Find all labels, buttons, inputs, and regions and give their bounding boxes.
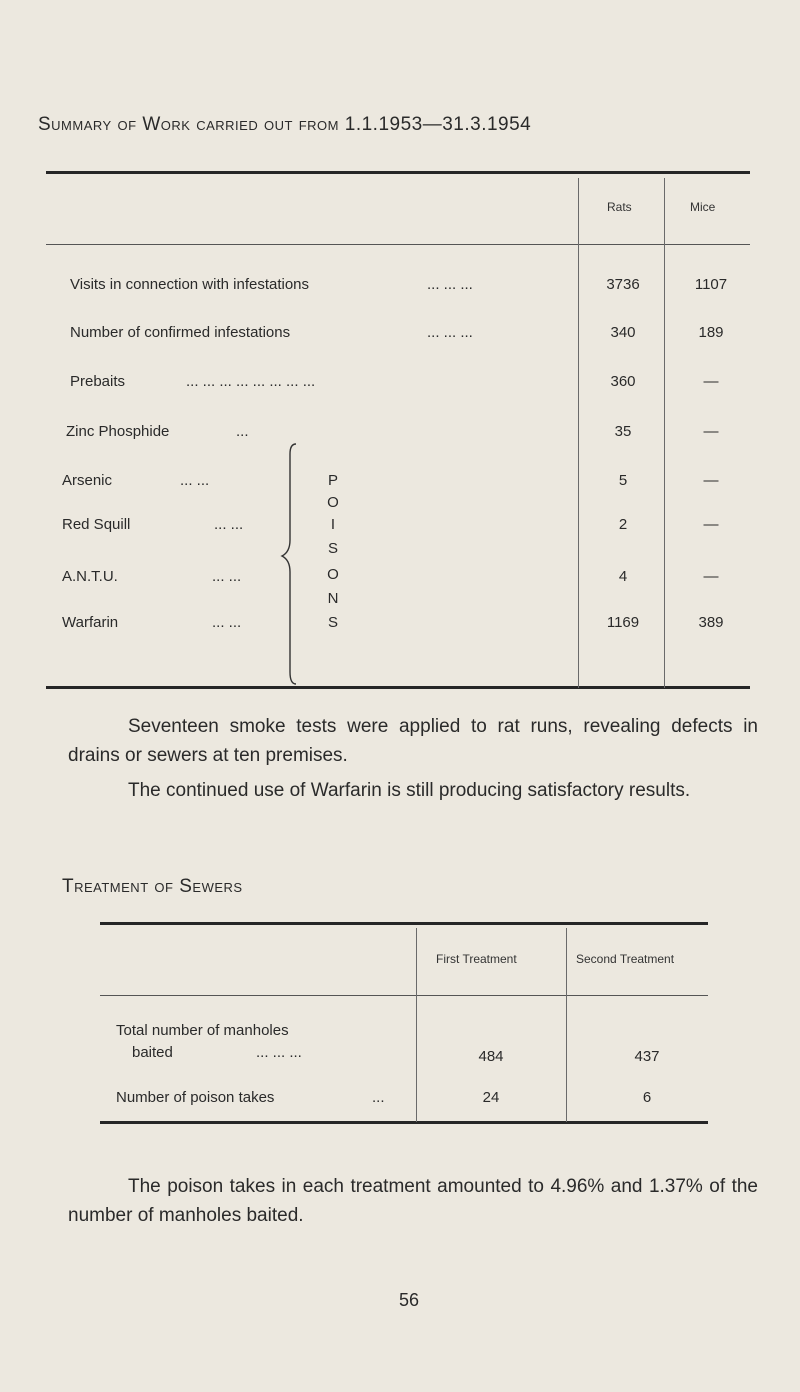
row-label: Warfarin	[62, 614, 119, 631]
poisons-letter: O	[327, 566, 339, 583]
row-leader: ... ...	[214, 516, 244, 533]
rats-value: 35	[614, 423, 632, 440]
row-leader: ... ... ...	[427, 276, 473, 293]
row-label: Visits in connection with infestations	[70, 276, 310, 293]
closing-paragraph: The poison takes in each treatment amounted to 4.96% and 1.37% of the number of manholes baited.	[68, 1176, 758, 1226]
row-leader: ...	[236, 423, 249, 440]
row-leader: ... ...	[212, 614, 242, 631]
row-leader: ... ...	[180, 472, 210, 489]
mice-value: —	[703, 373, 719, 390]
header-bottom-rule	[46, 244, 750, 245]
row-label-line2: baited	[132, 1044, 173, 1061]
poisons-letter: N	[327, 590, 339, 607]
poisons-letter: O	[327, 494, 339, 511]
first-treatment-value: 24	[482, 1089, 500, 1106]
row-leader: ...	[372, 1089, 385, 1106]
column-divider-second	[566, 928, 567, 1122]
mice-value: 189	[698, 324, 724, 341]
column-header-mice: Mice	[690, 200, 716, 214]
warfarin-paragraph: The continued use of Warfarin is still producing satisfactory results.	[128, 780, 691, 801]
first-treatment-value: 484	[478, 1048, 504, 1065]
poisons-letter: S	[327, 540, 338, 557]
poisons-letter: P	[327, 472, 338, 489]
column-divider-first	[416, 928, 417, 1122]
row-label: A.N.T.U.	[62, 568, 118, 585]
sewers-heading: Treatment of Sewers	[62, 876, 243, 897]
poisons-letter: S	[327, 614, 338, 631]
column-header-first-treatment: First Treatment	[436, 952, 517, 966]
poisons-letter: I	[330, 516, 336, 533]
row-leader: ... ... ... ... ... ... ... ...	[186, 373, 316, 390]
row-leader: ... ...	[212, 568, 242, 585]
rats-value: 340	[610, 324, 636, 341]
mice-value: —	[703, 423, 719, 440]
table-top-rule	[46, 171, 750, 174]
table-top-rule	[100, 922, 708, 925]
smoke-tests-paragraph: Seventeen smoke tests were applied to rat runs, revealing defects in drains or sewers at ten premises.	[68, 716, 758, 766]
row-label: Red Squill	[62, 516, 131, 533]
header-bottom-rule	[100, 995, 708, 996]
row-label: Prebaits	[70, 373, 126, 390]
mice-value: —	[703, 568, 719, 585]
column-header-rats: Rats	[607, 200, 632, 214]
rats-value: 1169	[606, 614, 640, 631]
row-leader: ... ... ...	[427, 324, 473, 341]
table-bottom-rule	[46, 686, 750, 689]
poisons-brace	[276, 440, 306, 690]
rats-value: 4	[618, 568, 628, 585]
second-treatment-value: 437	[634, 1048, 660, 1065]
row-label-line1: Total number of manholes	[116, 1022, 289, 1039]
column-header-second-treatment: Second Treatment	[576, 952, 675, 966]
mice-value: —	[703, 516, 719, 533]
row-leader: ... ... ...	[256, 1044, 302, 1061]
mice-value: 1107	[694, 276, 728, 293]
page-number: 56	[398, 1290, 420, 1310]
rats-value: 360	[610, 373, 636, 390]
rats-value: 2	[618, 516, 628, 533]
mice-value: —	[703, 472, 719, 489]
summary-heading: Summary of Work carried out from 1.1.1953—31.3.1954	[38, 114, 532, 135]
column-divider-rats	[578, 178, 579, 688]
row-label: Zinc Phosphide	[66, 423, 170, 440]
rats-value: 3736	[606, 276, 640, 293]
column-divider-mice	[664, 178, 665, 688]
table-bottom-rule	[100, 1121, 708, 1124]
row-label: Arsenic	[62, 472, 113, 489]
row-label: Number of poison takes	[116, 1089, 275, 1106]
second-treatment-value: 6	[642, 1089, 652, 1106]
mice-value: 389	[698, 614, 724, 631]
rats-value: 5	[618, 472, 628, 489]
row-label: Number of confirmed infestations	[70, 324, 291, 341]
